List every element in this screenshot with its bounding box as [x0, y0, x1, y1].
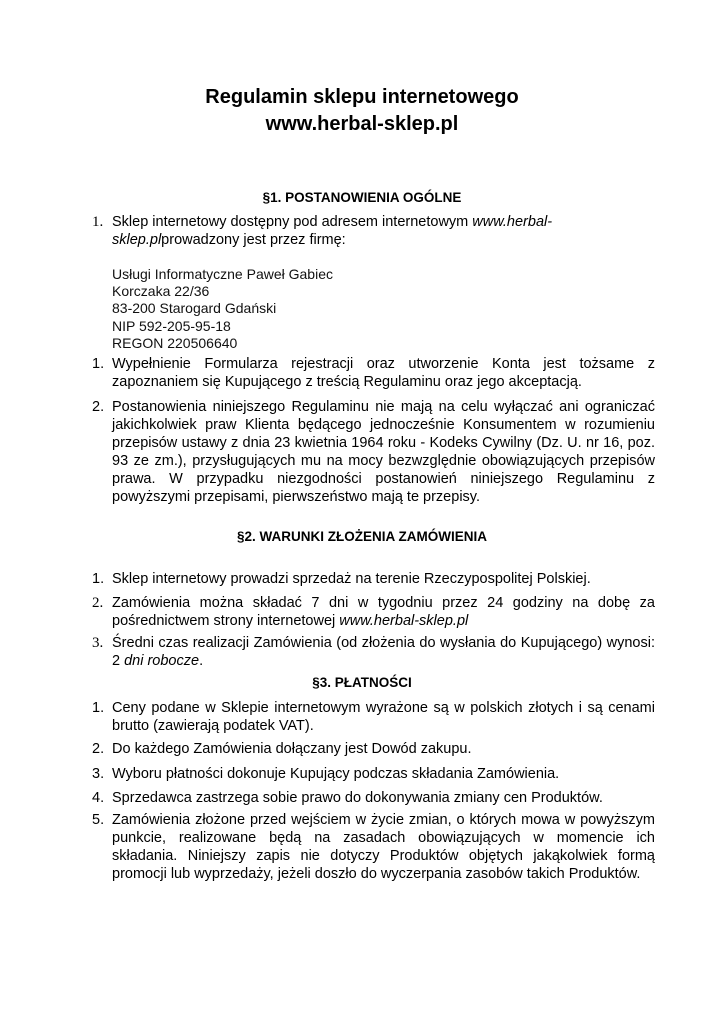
section-3-item-1 [92, 699, 655, 735]
text-line: składania. Niniejszy zapis nie dotyczy Produktów objętych jakąkolwiek formą [112, 848, 655, 864]
list-number: 4. [92, 790, 105, 806]
text-fragment: pośrednictwem strony internetowej [112, 613, 340, 629]
address-line: REGON 220506640 [112, 334, 238, 351]
section-3-item-2 [92, 740, 655, 758]
document-subtitle-url: www.herbal-sklep.pl [265, 113, 459, 135]
section-3-item-3 [92, 765, 655, 783]
text-line: Wyboru płatności dokonuje Kupujący podczas składania Zamówienia. [112, 766, 560, 782]
section-1-heading: §1. POSTANOWIENIA OGÓLNE [262, 190, 462, 205]
list-number: 2. [92, 595, 104, 611]
company-address [112, 266, 333, 352]
address-line: NIP 592-205-95-18 [112, 317, 231, 334]
list-number: 2. [92, 741, 105, 757]
text-line: Wypełnienie Formularza rejestracji oraz utworzenie Konta jest tożsame z [112, 356, 655, 372]
section-3-item-4 [92, 789, 655, 807]
address-line: 83-200 Starogard Gdański [112, 300, 277, 317]
section-1-item-2 [92, 398, 655, 506]
intro-text: Sklep internetowy dostępny pod adresem internetowym [112, 214, 473, 230]
text-line: Sprzedawca zastrzega sobie prawo do dokonywania zmiany cen Produktów. [112, 790, 603, 806]
shop-url: www.herbal-sklep.pl [339, 613, 469, 629]
section-2-item-1 [92, 570, 655, 588]
list-number: 3. [92, 635, 104, 651]
address-line: Usługi Informatyczne Paweł Gabiec [112, 266, 333, 282]
text-line: Zamówienia można składać 7 dni w tygodniu przez 24 godziny na dobę za [112, 595, 655, 611]
text-line: jakichkolwiek praw Klienta będącego jednocześnie Konsumentem w rozumieniu [112, 417, 655, 433]
list-number: 1. [92, 214, 104, 230]
text-line: brutto (zawierają podatek VAT). [112, 718, 314, 734]
text-line: przepisów ustawy z dnia 23 kwietnia 1964 roku - Kodeks Cywilny (Dz. U. nr 16, poz. [112, 435, 655, 451]
text-line: Ceny podane w Sklepie internetowym wyrażone są w polskich złotych i są cenami [112, 700, 655, 716]
list-number: 1. [92, 356, 105, 372]
text-line: punkcie, realizowane będą na zasadach obowiązujących w momencie ich [112, 830, 655, 846]
text-line: prawa. W przypadku niezgodności postanowień niniejszego Regulaminu z [112, 471, 655, 487]
list-number: 3. [92, 766, 105, 782]
text-line: Do każdego Zamówienia dołączany jest Dowód zakupu. [112, 741, 472, 757]
section-2-item-2 [92, 594, 655, 630]
text-line: 93 ze zm.), przysługujących mu na mocy bezwzględnie obowiązujących przepisów [112, 453, 655, 469]
delivery-time: dni robocze [124, 653, 200, 669]
shop-url-part2: sklep.pl [112, 232, 162, 248]
list-number: 5. [92, 812, 105, 828]
text-line: promocji lub wyprzedaży, jeżeli doszło do wyczerpania zasobów takich Produktów. [112, 866, 641, 882]
text-line: Zamówienia złożone przed wejściem w życie zmian, o których mowa w powyższym [112, 812, 655, 828]
section-3-item-5 [92, 811, 655, 883]
document-title: Regulamin sklepu internetowego [205, 86, 519, 108]
section-2-item-3 [92, 634, 655, 670]
text-line: powyższymi przepisami, pierwszeństwo mają te przepisy. [112, 489, 480, 505]
text-fragment: 2 [112, 653, 125, 669]
list-number: 1. [92, 571, 105, 587]
text-line: zapoznaniem się Kupującego z treścią Regulaminu oraz jego akceptacją. [112, 374, 582, 390]
text-line: Sklep internetowy prowadzi sprzedaż na terenie Rzeczypospolitej Polskiej. [112, 571, 591, 587]
section-2-heading: §2. WARUNKI ZŁOŻENIA ZAMÓWIENIA [237, 529, 487, 544]
section-1-item-1 [92, 355, 655, 391]
text-line: Średni czas realizacji Zamówienia (od złożenia do wysłania do Kupującego) wynosi: [112, 635, 655, 651]
list-number: 2. [92, 399, 105, 415]
intro-text-end: prowadzony jest przez firmę: [161, 232, 346, 248]
text-line: Postanowienia niniejszego Regulaminu nie mają na celu wyłączać ani ograniczać [112, 399, 655, 415]
text-fragment: . [199, 653, 204, 669]
address-line: Korczaka 22/36 [112, 283, 210, 300]
shop-url-part1: www.herbal- [472, 214, 553, 230]
section-1-intro-item [92, 213, 655, 249]
section-3-heading: §3. PŁATNOŚCI [312, 675, 412, 690]
list-number: 1. [92, 700, 105, 716]
